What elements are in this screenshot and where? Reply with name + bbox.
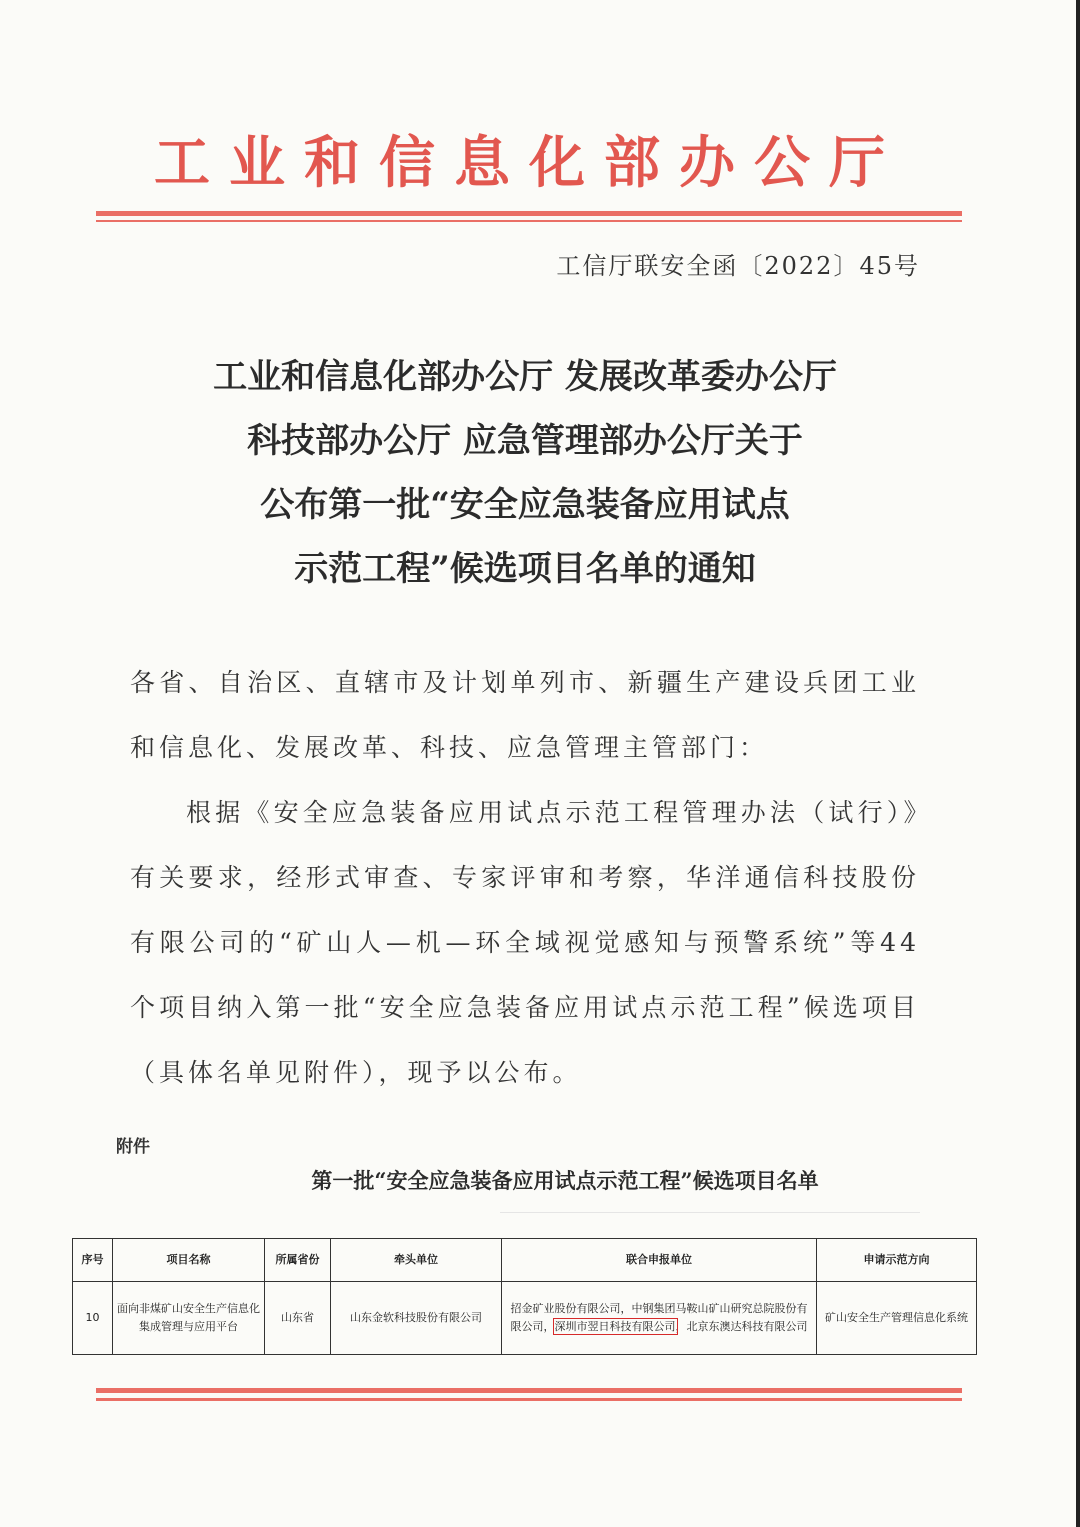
document-number: 工信厅联安全函〔2022〕45号 bbox=[556, 252, 920, 280]
header-direction: 申请示范方向 bbox=[817, 1239, 977, 1282]
addressee-paragraph: 各省、自治区、直辖市及计划单列市、新疆生产建设兵团工业和信息化、发展改革、科技、应急管理主管部门： bbox=[130, 668, 920, 762]
notice-title-line: 示范工程”候选项目名单的通知 bbox=[294, 549, 756, 589]
attachment-list-title: 第一批“安全应急装备应用试点示范工程”候选项目名单 bbox=[311, 1168, 819, 1193]
joint-text-after: ，北京东澳达科技有限公司 bbox=[675, 1320, 808, 1333]
notice-title bbox=[90, 345, 960, 601]
cell-project: 面向非煤矿山安全生产信息化集成管理与应用平台 bbox=[113, 1282, 265, 1355]
cell-index: 10 bbox=[73, 1282, 113, 1355]
header-province: 所属省份 bbox=[265, 1239, 331, 1282]
scan-edge bbox=[1076, 0, 1080, 1527]
cell-direction: 矿山安全生产管理信息化系统 bbox=[817, 1282, 977, 1355]
footer-red-rule bbox=[96, 1388, 962, 1393]
scan-artifact-line bbox=[500, 1212, 920, 1213]
candidate-table bbox=[72, 1238, 977, 1355]
cell-joint bbox=[502, 1282, 817, 1355]
highlighted-company: 深圳市翌日科技有限公司 bbox=[554, 1320, 676, 1333]
org-header-title: 工业和信息化部办公厅 bbox=[154, 130, 904, 196]
cell-province: 山东省 bbox=[265, 1282, 331, 1355]
header-index: 序号 bbox=[73, 1239, 113, 1282]
body-paragraph: 根据《安全应急装备应用试点示范工程管理办法（试行）》有关要求，经形式审查、专家评审和考察，华洋通信科技股份有限公司的“矿山人—机—环全域视觉感知与预警系统”等44个项目纳入第一批“安全应急装备应用试点示范工程”候选项目（具体名单见附件），现予以公布。 bbox=[130, 798, 920, 1087]
notice-title-line: 公布第一批“安全应急装备应用试点 bbox=[260, 485, 790, 525]
table-row bbox=[73, 1282, 977, 1355]
notice-title-line: 科技部办公厅 应急管理部办公厅关于 bbox=[247, 421, 803, 461]
notice-title-line: 工业和信息化部办公厅 发展改革委办公厅 bbox=[213, 357, 837, 397]
notice-body bbox=[130, 650, 920, 1105]
footer-red-rule-thin bbox=[96, 1398, 962, 1401]
header-lead: 牵头单位 bbox=[331, 1239, 502, 1282]
header-joint: 联合申报单位 bbox=[502, 1239, 817, 1282]
cell-lead: 山东金软科技股份有限公司 bbox=[331, 1282, 502, 1355]
table-header-row bbox=[73, 1239, 977, 1282]
header-red-rule-thin bbox=[96, 220, 962, 222]
header-project: 项目名称 bbox=[113, 1239, 265, 1282]
header-red-rule bbox=[96, 211, 962, 216]
attachment-label: 附件 bbox=[116, 1137, 150, 1157]
joint-text-before: 招金矿业股份有限公司，中钢集团马鞍山矿山研究总院股份有限公司， bbox=[510, 1302, 808, 1333]
